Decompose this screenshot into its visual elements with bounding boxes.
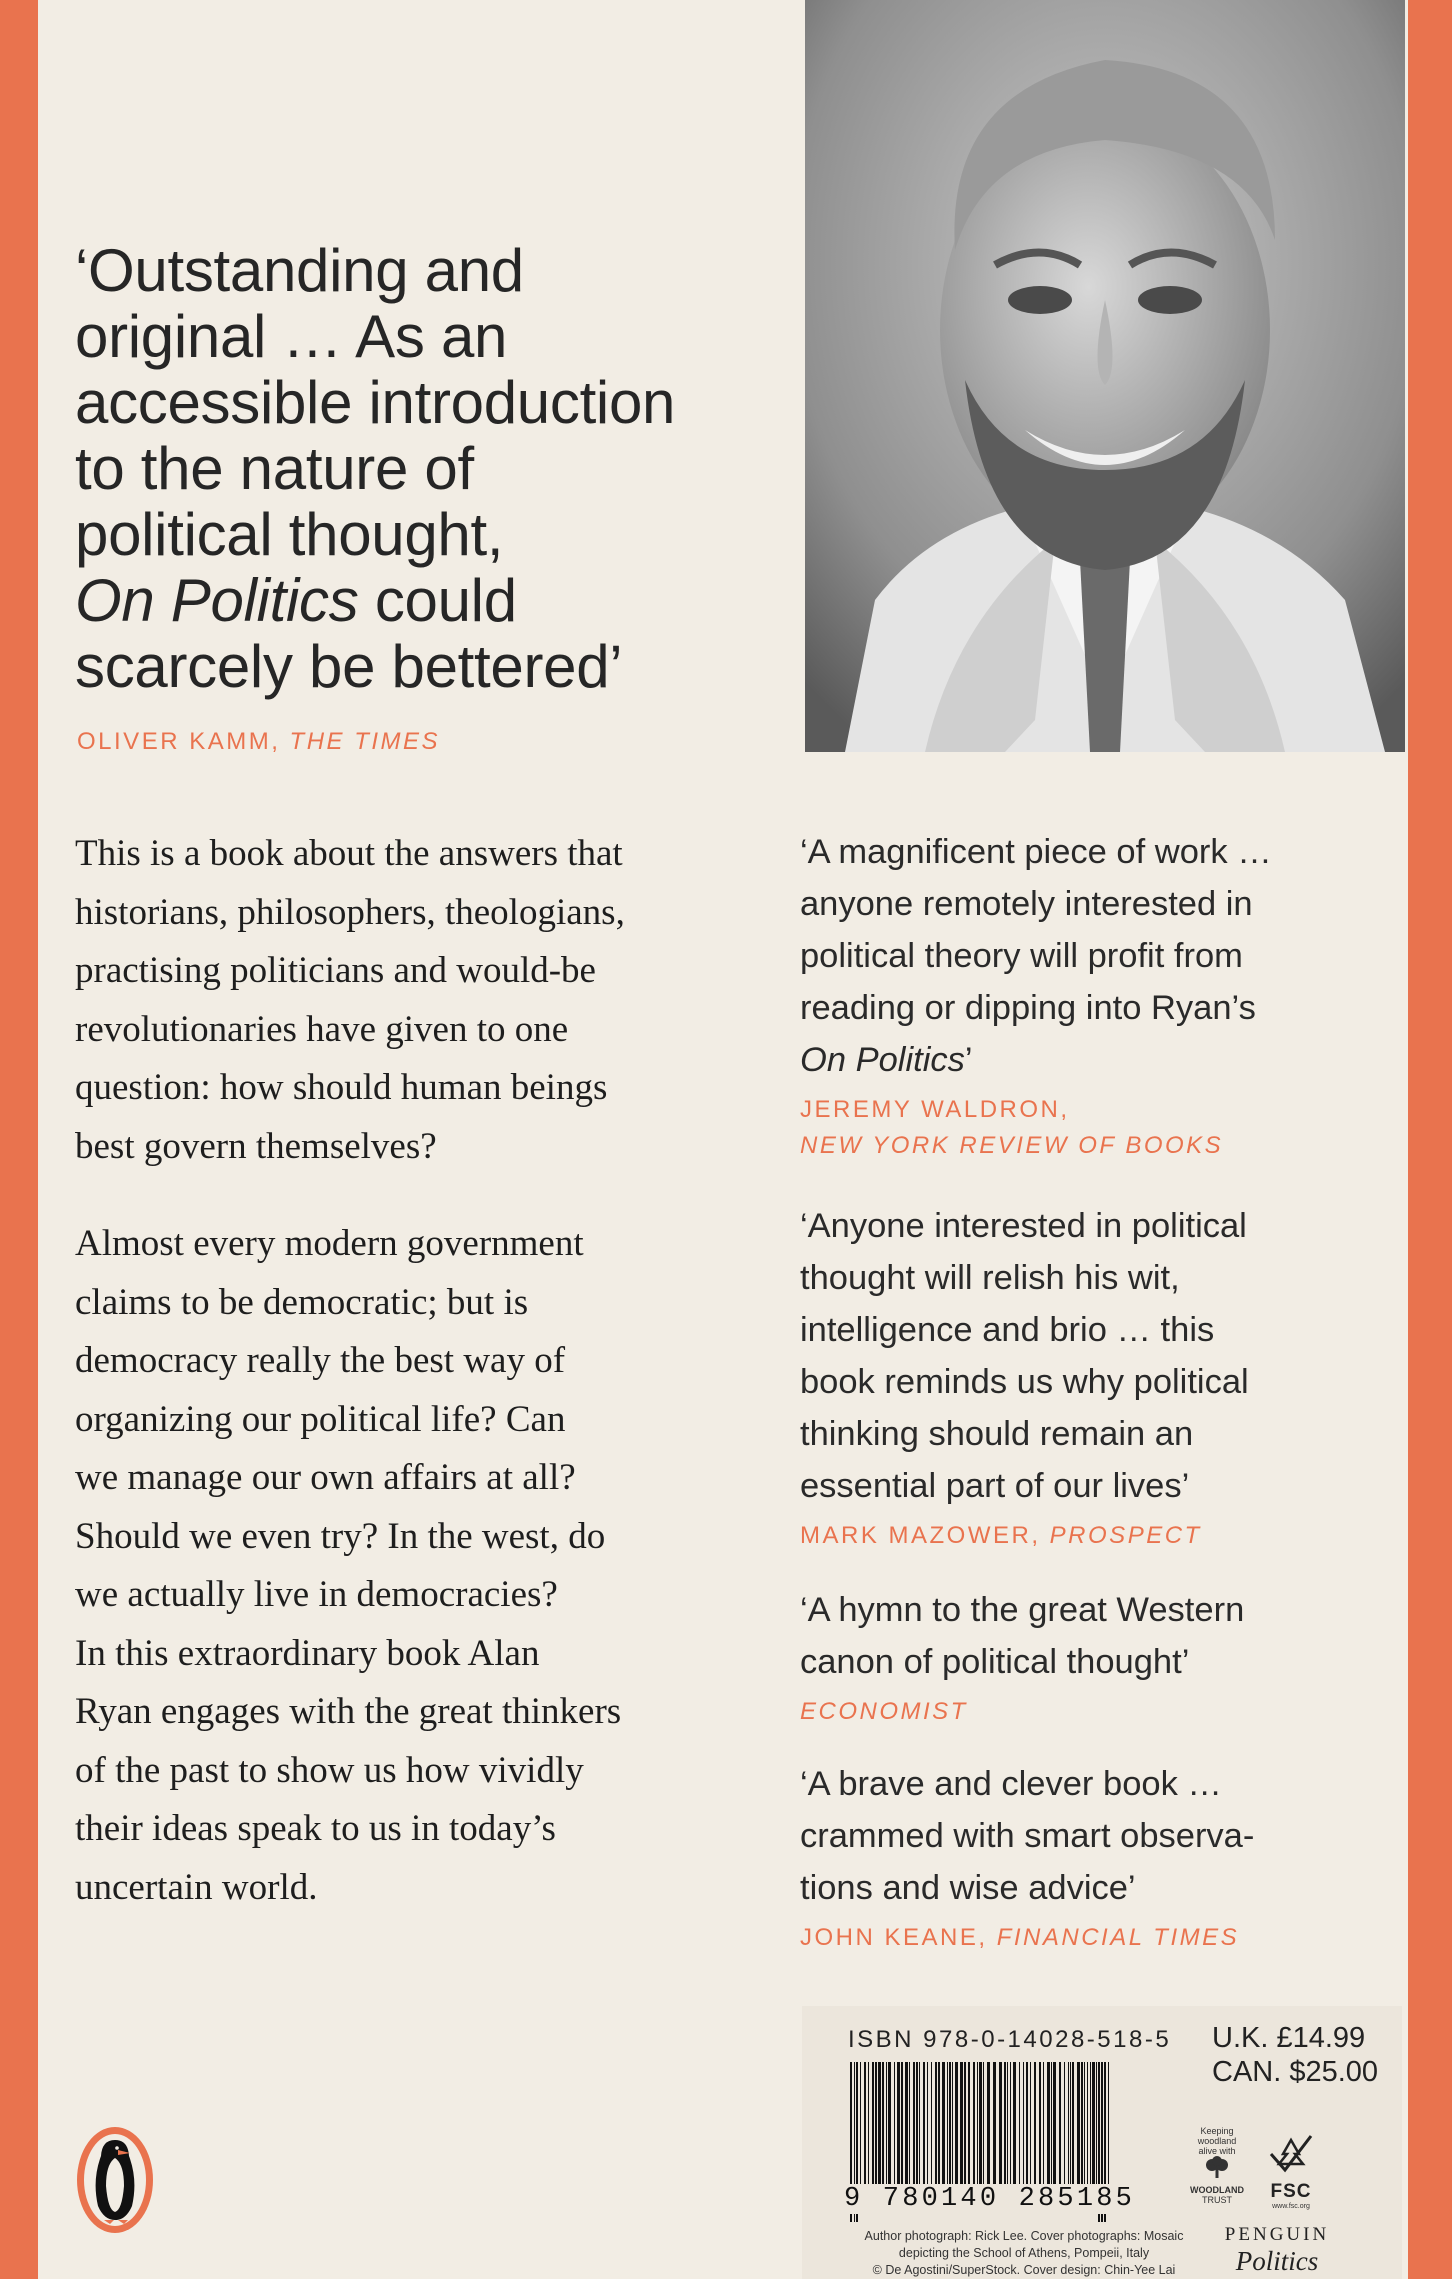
- price-uk: U.K. £14.99: [1212, 2022, 1366, 2054]
- attribution-publication: PROSPECT: [1049, 1522, 1202, 1549]
- barcode-bar: [1043, 2062, 1044, 2190]
- barcode-bar: [960, 2062, 963, 2190]
- woodland-trust-sub: TRUST: [1202, 2195, 1232, 2205]
- barcode-bar: [952, 2062, 953, 2190]
- barcode-bar: [916, 2062, 918, 2190]
- review-quote: [800, 1200, 1390, 1512]
- barcode-bar: [913, 2062, 915, 2190]
- review-attribution: [800, 1694, 1390, 1730]
- credit-line: depicting the School of Athens, Pompeii, Italy: [898, 2246, 1150, 2260]
- book-title-italic: On Politics: [800, 1041, 965, 1079]
- barcode-bar: [1039, 2062, 1041, 2190]
- review-keane: [800, 1758, 1390, 1956]
- attribution-publication: FINANCIAL TIMES: [996, 1924, 1240, 1951]
- series-publisher: PENGUIN: [1224, 2224, 1330, 2245]
- attribution-name: MARK MAZOWER,: [800, 1522, 1050, 1549]
- blurb-line: uncertain world.: [75, 1866, 318, 1908]
- review-line: political theory will profit from: [800, 937, 1243, 975]
- cover-credits: [844, 2228, 1204, 2279]
- review-line: essential part of our lives’: [800, 1467, 1190, 1505]
- book-back-cover: [38, 0, 1408, 2279]
- attribution-name: OLIVER KAMM,: [77, 728, 290, 755]
- barcode-bar: [860, 2062, 861, 2190]
- blurb-paragraph-1: [75, 825, 775, 1176]
- barcode-bar: [931, 2062, 932, 2190]
- barcode-bar: [1068, 2062, 1069, 2190]
- barcode-bar: [888, 2062, 891, 2190]
- barcode-bar: [979, 2062, 982, 2190]
- barcode-bar: [1084, 2062, 1085, 2190]
- review-line: anyone remotely interested in: [800, 885, 1253, 923]
- headline-quote: [75, 238, 805, 700]
- barcode-bar: [919, 2062, 920, 2190]
- fsc-url: www.fsc.org: [1272, 2203, 1310, 2210]
- barcode-bar: [949, 2062, 951, 2190]
- headline-line-rest: could: [358, 567, 517, 634]
- blurb-line: organizing our political life? Can: [75, 1398, 566, 1440]
- blurb-line: revolutionaries have given to one: [75, 1008, 569, 1050]
- attribution-publication: THE TIMES: [289, 728, 441, 755]
- barcode-bar: [1108, 2062, 1109, 2190]
- review-attribution: [800, 1920, 1390, 1956]
- woodland-trust-name: WOODLAND: [1190, 2185, 1244, 2195]
- barcode-bar: [947, 2062, 948, 2190]
- review-line: reading or dipping into Ryan’s: [800, 989, 1256, 1027]
- barcode-bar: [1004, 2062, 1006, 2190]
- review-line: ‘A hymn to the great Western: [800, 1591, 1245, 1629]
- barcode-bar: [1087, 2062, 1088, 2190]
- review-line: canon of political thought’: [800, 1643, 1190, 1681]
- review-line: ‘A magnificent piece of work …: [800, 833, 1272, 871]
- barcode-bar: [942, 2062, 945, 2190]
- review-attribution: [800, 1518, 1390, 1554]
- review-economist: [800, 1584, 1390, 1730]
- barcode-bar: [886, 2062, 887, 2190]
- quote-close: ’: [964, 1041, 973, 1079]
- series-label: [1202, 2224, 1352, 2277]
- blurb-line: Should we even try? In the west, do: [75, 1515, 606, 1557]
- barcode-bar: [1096, 2062, 1097, 2190]
- barcode-bar: [1070, 2062, 1071, 2190]
- barcode-bar: [1064, 2062, 1065, 2190]
- barcode-bar: [964, 2062, 966, 2190]
- barcode-bar: [993, 2062, 996, 2190]
- barcode-bar: [955, 2062, 958, 2190]
- blurb-line: practising politicians and would-be: [75, 950, 596, 991]
- attribution-name: JOHN KEANE,: [800, 1924, 997, 1951]
- barcode-bar: [999, 2062, 1002, 2190]
- barcode-bar: [1023, 2062, 1024, 2190]
- headline-line: to the nature of: [75, 435, 474, 502]
- review-line: thinking should remain an: [800, 1415, 1194, 1453]
- headline-line: accessible introduction: [75, 369, 676, 436]
- blurb-line: Ryan engages with the great thinkers: [75, 1691, 622, 1732]
- author-portrait-illustration: [805, 0, 1405, 752]
- blurb-line: In this extraordinary book Alan: [75, 1632, 540, 1674]
- attribution-publication: ECONOMIST: [800, 1698, 968, 1725]
- blurb-line: claims to be democratic; but is: [75, 1281, 529, 1323]
- review-mazower: [800, 1200, 1390, 1554]
- barcode-bar: [875, 2062, 877, 2190]
- headline-line: political thought,: [75, 501, 504, 568]
- barcode-bar: [1047, 2062, 1050, 2190]
- woodland-trust-line: woodland: [1197, 2136, 1237, 2146]
- barcode-bar: [1030, 2062, 1031, 2190]
- headline-attribution: [77, 728, 440, 756]
- barcode-bar: [968, 2062, 970, 2190]
- review-line: ‘A brave and clever book …: [800, 1765, 1222, 1803]
- review-line: [800, 1034, 1390, 1086]
- ean-number: 9 780140 285185: [844, 2184, 1136, 2214]
- blurb-line: historians, philosophers, theologians,: [75, 891, 625, 933]
- credit-line: © De Agostini/SuperStock. Cover design: Chin-Yee Lai: [872, 2263, 1176, 2277]
- barcode-bar: [1092, 2062, 1095, 2190]
- review-line: book reminds us why political: [800, 1363, 1249, 1401]
- tree-icon: [1203, 2156, 1231, 2180]
- headline-line: [75, 568, 805, 634]
- barcode-bar: [882, 2062, 884, 2190]
- attribution-name: JEREMY WALDRON,: [800, 1096, 1070, 1123]
- barcode-bar: [973, 2062, 975, 2190]
- barcode-bar: [901, 2062, 903, 2190]
- barcode-bar: [1019, 2062, 1020, 2190]
- review-quote: [800, 826, 1390, 1086]
- barcode-bar: [1059, 2062, 1061, 2190]
- barcode-bar: [987, 2062, 990, 2190]
- blurb-line: of the past to show us how vividly: [75, 1749, 584, 1791]
- isbn-text: ISBN 978-0-14028-518-5: [848, 2026, 1172, 2053]
- barcode-bar: [864, 2062, 866, 2190]
- headline-line: ‘Outstanding and: [75, 237, 524, 304]
- barcode-bar: [938, 2062, 940, 2190]
- review-line: thought will relish his wit,: [800, 1259, 1180, 1297]
- barcode-bar: [1072, 2062, 1074, 2190]
- review-line: crammed with smart observa-: [800, 1817, 1255, 1855]
- barcode-bar: [935, 2062, 937, 2190]
- barcode-bar: [1007, 2062, 1008, 2190]
- barcode-bar: [905, 2062, 908, 2190]
- headline-line: scarcely be bettered’: [75, 633, 623, 700]
- barcode-bar: [977, 2062, 978, 2190]
- blurb-paragraph-2: [75, 1215, 775, 1917]
- blurb-line: Almost every modern government: [75, 1223, 584, 1264]
- barcode-bar: [923, 2062, 925, 2190]
- barcode-bar: [897, 2062, 900, 2190]
- fsc-label: FSC: [1270, 2181, 1312, 2202]
- blurb-line: best govern themselves?: [75, 1125, 437, 1167]
- blurb-line: democracy really the best way of: [75, 1340, 566, 1381]
- review-line: intelligence and brio … this: [800, 1311, 1215, 1349]
- barcode-bar: [909, 2062, 910, 2190]
- barcode-bar: [927, 2062, 928, 2190]
- headline-line: original … As an: [75, 303, 508, 370]
- barcode-bar: [894, 2062, 895, 2190]
- fsc-logo: [1256, 2132, 1326, 2210]
- barcode-bar: [1026, 2062, 1028, 2190]
- review-line: ‘Anyone interested in political: [800, 1207, 1247, 1245]
- woodland-trust-logo: [1182, 2126, 1252, 2205]
- blurb-line: their ideas speak to us in today’s: [75, 1808, 556, 1849]
- barcode-bar: [983, 2062, 984, 2190]
- barcode-bar: [1034, 2062, 1036, 2190]
- series-name: Politics: [1235, 2246, 1319, 2276]
- review-line: tions and wise advice’: [800, 1869, 1136, 1907]
- review-attribution: [800, 1092, 1390, 1164]
- barcode-bar: [1077, 2062, 1080, 2190]
- barcode-bar: [1081, 2062, 1083, 2190]
- barcode-bar: [878, 2062, 881, 2190]
- attribution-publication: NEW YORK REVIEW OF BOOKS: [800, 1132, 1224, 1159]
- woodland-trust-line: Keeping: [1200, 2126, 1234, 2136]
- review-waldron: [800, 826, 1390, 1164]
- blurb-line: we actually live in democracies?: [75, 1574, 558, 1615]
- barcode-panel: [802, 2006, 1402, 2279]
- barcode-bar: [1090, 2062, 1091, 2190]
- blurb-line: This is a book about the answers that: [75, 833, 623, 874]
- blurb-line: question: how should human beings: [75, 1067, 608, 1108]
- review-quote: [800, 1584, 1390, 1688]
- penguin-logo-icon: [74, 2124, 156, 2236]
- barcode-bar: [1013, 2062, 1016, 2190]
- barcode-bar: [1053, 2062, 1056, 2190]
- woodland-trust-line: alive with: [1198, 2146, 1236, 2156]
- price-can: CAN. $25.00: [1212, 2056, 1379, 2088]
- review-quote: [800, 1758, 1390, 1914]
- credit-line: Author photograph: Rick Lee. Cover photographs: Mosaic: [864, 2229, 1184, 2243]
- author-photograph: [805, 0, 1405, 752]
- barcode-bar: [1051, 2062, 1052, 2190]
- blurb-line: we manage our own affairs at all?: [75, 1457, 576, 1498]
- barcode-bar: [868, 2062, 869, 2190]
- barcode-bar: [872, 2062, 874, 2190]
- barcode-bar: [1010, 2062, 1011, 2190]
- fsc-tree-check-icon: [1265, 2132, 1317, 2176]
- book-title-italic: On Politics: [75, 567, 359, 634]
